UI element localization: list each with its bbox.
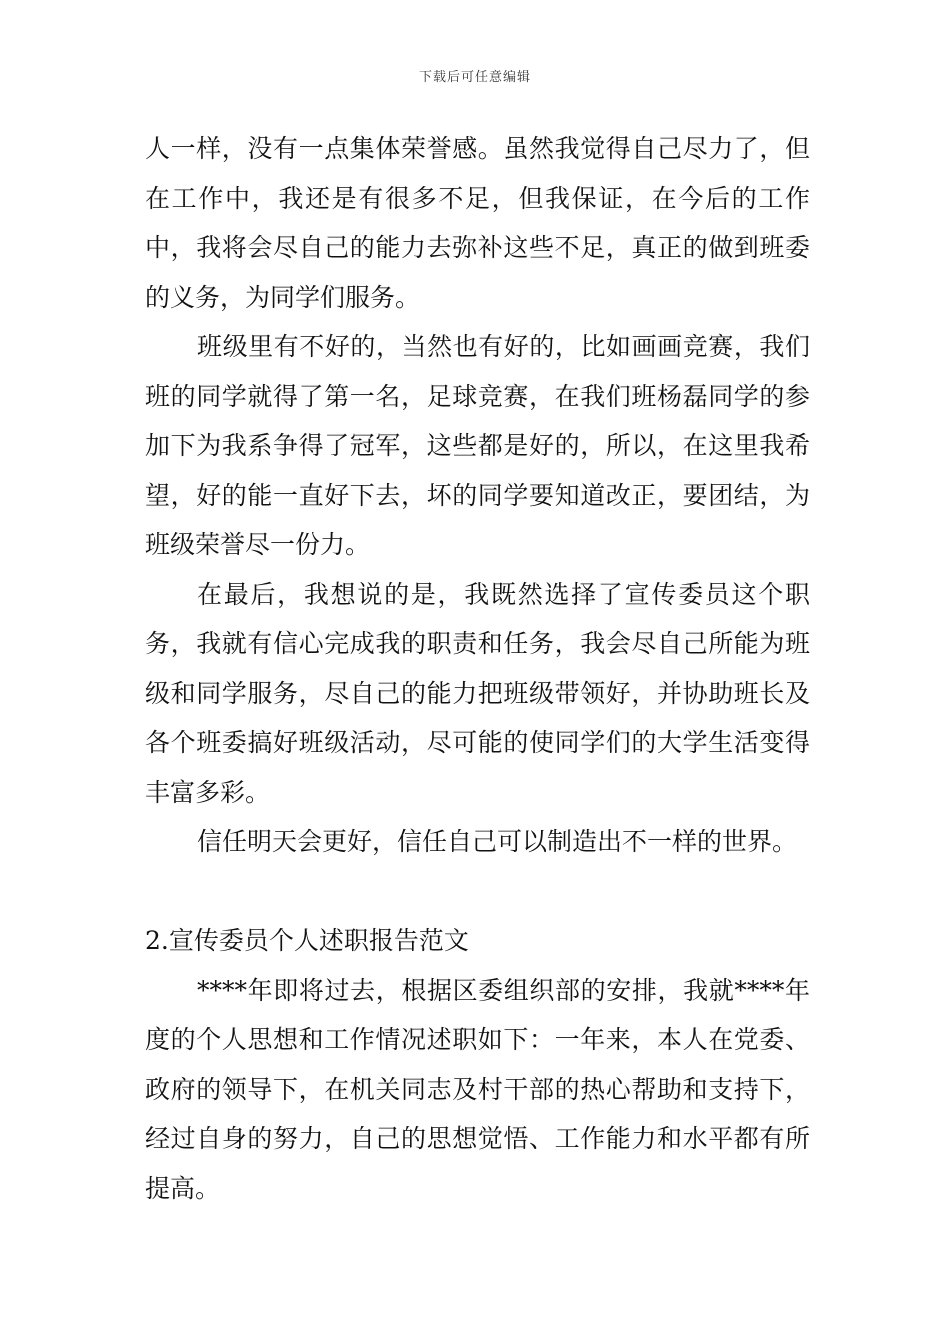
document-body bbox=[145, 124, 810, 1213]
paragraph-continuation: 人一样，没有一点集体荣誉感。虽然我觉得自己尽力了，但在工作中，我还是有很多不足，但我保证，在今后的工作中，我将会尽自己的能力去弥补这些不足，真正的做到班委的义务，为同学们服务。 bbox=[145, 134, 810, 312]
paragraph-section-intro: ****年即将过去，根据区委组织部的安排，我就****年度的个人思想和工作情况述职如下：一年来，本人在党委、政府的领导下，在机关同志及村干部的热心帮助和支持下，经过自身的努力，自己的思想觉悟、工作能力和水平都有所提高。 bbox=[145, 975, 810, 1203]
page-header-note: 下载后可任意编辑 bbox=[418, 70, 531, 85]
paragraph-commitment: 在最后，我想说的是，我既然选择了宣传委员这个职务，我就有信心完成我的职责和任务，我会尽自己所能为班级和同学服务，尽自己的能力把班级带领好，并协助班长及各个班委搞好班级活动，尽可能的使同学们的大学生活变得丰富多彩。 bbox=[145, 579, 810, 807]
paragraph-closing: 信任明天会更好，信任自己可以制造出不一样的世界。 bbox=[197, 827, 798, 856]
paragraph-class-situation: 班级里有不好的，当然也有好的，比如画画竞赛，我们班的同学就得了第一名，足球竞赛，在我们班杨磊同学的参加下为我系争得了冠军，这些都是好的，所以，在这里我希望，好的能一直好下去，坏的同学要知道改正，要团结，为班级荣誉尽一份力。 bbox=[145, 332, 810, 559]
section-title: 2.宣传委员个人述职报告范文 bbox=[145, 926, 469, 955]
